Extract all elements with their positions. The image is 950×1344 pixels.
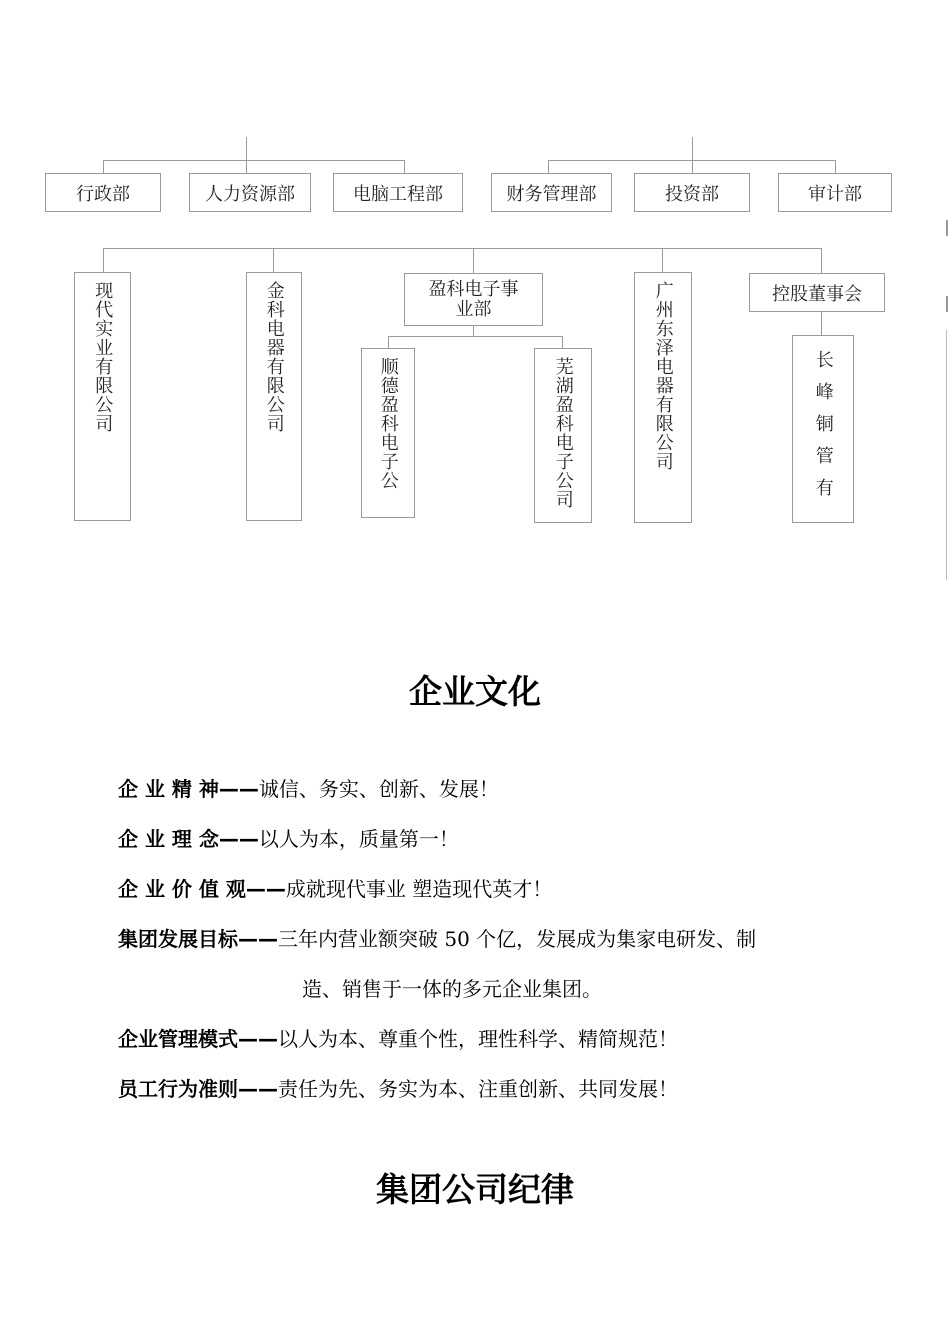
company-label: 长峰铜管有 [812, 350, 834, 510]
connector-line [692, 137, 693, 160]
culture-item-continuation [302, 973, 602, 1002]
company-label: 芜湖盈科电子公司 [552, 357, 574, 509]
division-label: 盈科电子事 业部 [428, 278, 519, 320]
company-box-jinke [246, 272, 302, 521]
culture-item-label: 员工行为准则—— [118, 1077, 278, 1101]
department-label: 审计部 [808, 183, 862, 205]
company-label: 现代实业有限公司 [92, 281, 114, 433]
connector-line [246, 160, 247, 174]
culture-item [118, 823, 459, 852]
culture-item-label: 企 业 精 神—— [118, 777, 259, 801]
culture-item [118, 1073, 678, 1102]
connector-line [103, 248, 104, 273]
department-label: 电脑工程部 [353, 183, 443, 205]
department-label: 投资部 [665, 183, 719, 205]
department-box [189, 173, 311, 212]
connector-line [404, 160, 405, 174]
culture-item-text: 三年内营业额突破 50 个亿，发展成为集家电研发、制 [278, 927, 757, 951]
culture-item-label: 企 业 理 念—— [118, 827, 259, 851]
culture-item [118, 873, 552, 902]
holding-board-label: 控股董事会 [772, 283, 862, 305]
company-label: 广州东泽电器有限公司 [652, 281, 674, 471]
page-edge-mark [946, 220, 948, 236]
company-label: 顺德盈科电子公 [377, 357, 399, 490]
company-label: 金科电器有限公司 [263, 281, 285, 433]
connector-line [562, 336, 563, 348]
connector-line [246, 137, 247, 160]
culture-title: 企业文化 [409, 672, 541, 711]
department-box [778, 173, 892, 212]
department-box [634, 173, 750, 212]
connector-line [835, 160, 836, 174]
connector-line [821, 311, 822, 336]
culture-item [118, 923, 756, 952]
page-edge-mark [946, 330, 947, 580]
culture-item-text: 以人为本、尊重个性，理性科学、精简规范！ [278, 1027, 678, 1051]
connector-line [692, 160, 693, 174]
holding-board-box [749, 273, 885, 312]
culture-item-label: 集团发展目标—— [118, 927, 278, 951]
culture-item-text: 诚信、务实、创新、发展！ [258, 777, 499, 801]
culture-item-text: 成就现代事业 塑造现代英才！ [285, 877, 553, 901]
culture-item [118, 773, 499, 802]
culture-item-label: 企业管理模式—— [118, 1027, 278, 1051]
department-label: 财务管理部 [506, 183, 597, 205]
company-box-wuhu [534, 348, 592, 523]
culture-item-label: 企 业 价 值 观—— [118, 877, 286, 901]
connector-line [103, 160, 104, 174]
department-box [333, 173, 463, 212]
connector-line [273, 248, 274, 273]
division-box-yingke [404, 273, 543, 326]
connector-line [103, 248, 822, 249]
company-box-xiandai [74, 272, 131, 521]
company-box-changfeng [792, 335, 854, 523]
culture-item-text: 造、销售于一体的多元企业集团。 [302, 977, 602, 1001]
connector-line [548, 160, 549, 174]
culture-item-text: 以人为本，质量第一！ [258, 827, 459, 851]
department-box [45, 173, 161, 212]
discipline-title: 集团公司纪律 [376, 1170, 574, 1209]
department-label: 行政部 [76, 183, 130, 205]
department-label: 人力资源部 [205, 183, 295, 205]
connector-line [388, 336, 563, 337]
page-edge-mark [946, 296, 948, 312]
company-box-shunde [361, 348, 415, 518]
connector-line [473, 248, 474, 273]
department-box [491, 173, 612, 212]
culture-item [118, 1023, 678, 1052]
connector-line [388, 336, 389, 348]
culture-item-text: 责任为先、务实为本、注重创新、共同发展！ [278, 1077, 678, 1101]
connector-line [103, 160, 405, 161]
connector-line [821, 248, 822, 273]
connector-line [662, 248, 663, 273]
company-box-guangzhou [634, 272, 692, 523]
